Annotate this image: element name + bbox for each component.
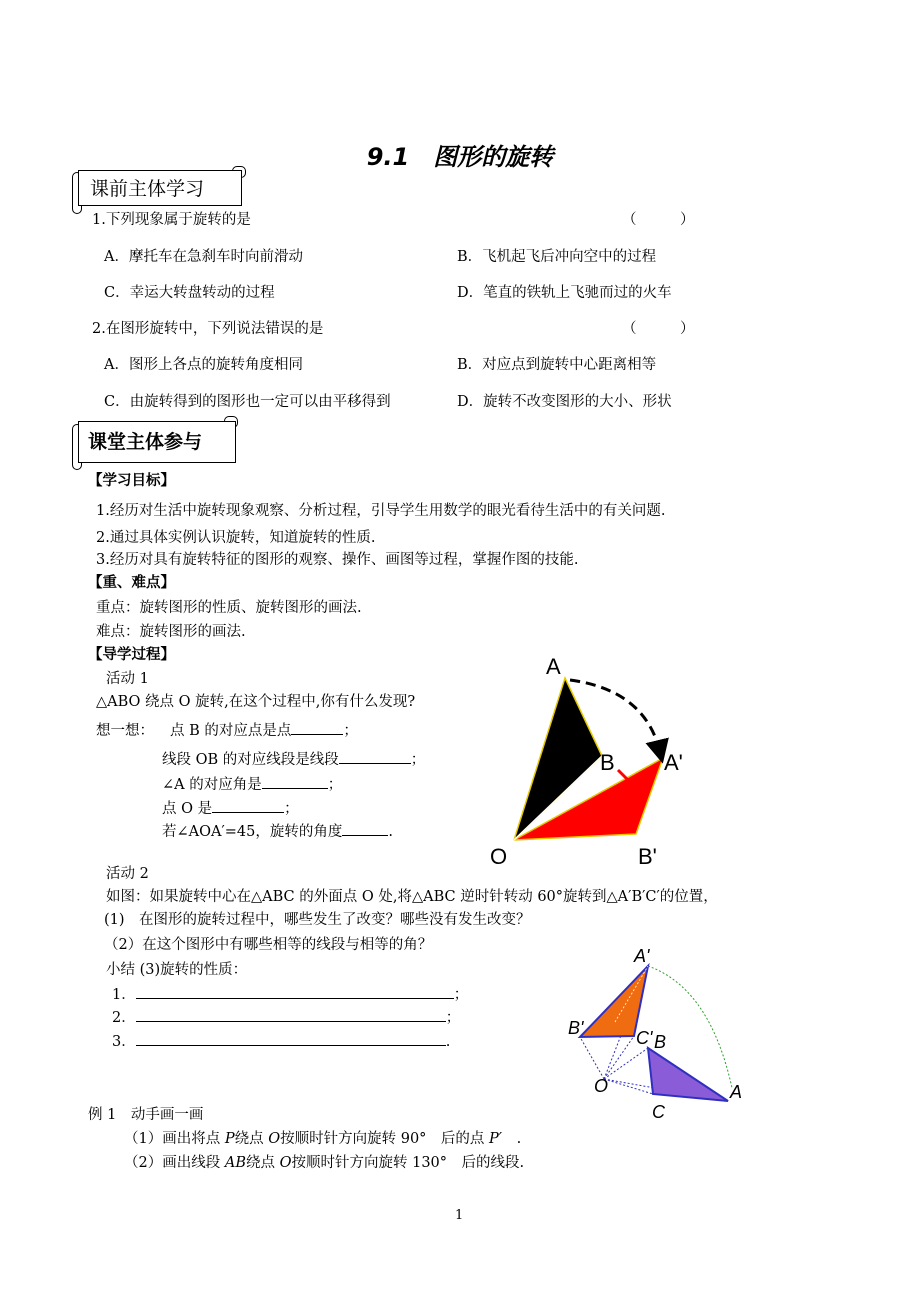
activity-1-q4 bbox=[162, 797, 299, 818]
point-o-2: O bbox=[279, 1155, 292, 1171]
q4-text: 点 O 是 bbox=[162, 801, 213, 817]
q2-option-b: B．对应点到旋转中心距离相等 bbox=[457, 357, 657, 373]
ex1-l1b: 绕点 bbox=[234, 1131, 269, 1147]
property-num-2: 2． bbox=[112, 1010, 136, 1026]
q5-text: 若∠AOA′=45，旋转的角度 bbox=[162, 824, 343, 840]
property-blank-3[interactable] bbox=[136, 1045, 446, 1046]
activity-2-intro: 如图：如果旋转中心在△ABC 的外面点 O 处,将△ABC 逆时针转动 60°旋转到△A′B′C′的位置， bbox=[106, 889, 718, 905]
activity-1-q2 bbox=[162, 748, 425, 769]
goal-1: 1.经历对生活中旋转现象观察、分析过程，引导学生用数学的眼光看待生活中的有关问题. bbox=[96, 503, 666, 519]
q5-period: . bbox=[388, 824, 393, 840]
label-a: A bbox=[546, 654, 561, 679]
section-banner-pre-study bbox=[72, 166, 248, 214]
property-blank-2[interactable] bbox=[136, 1021, 446, 1022]
property-line-2 bbox=[112, 1006, 460, 1027]
think-label: 想一想： bbox=[96, 723, 154, 739]
section-heading-pre-study: 课前主体学习 bbox=[90, 178, 205, 200]
activity-1-q3 bbox=[162, 773, 342, 794]
q2-option-d: D．旋转不改变图形的大小、形状 bbox=[457, 394, 672, 410]
label-b-prime: B' bbox=[638, 844, 657, 869]
label-b-2: B bbox=[654, 1032, 667, 1052]
section-heading-class: 课堂主体参与 bbox=[88, 431, 203, 453]
rotation-figure-1 bbox=[480, 650, 710, 872]
question-2-stem: 2.在图形旋转中，下列说法错误的是 bbox=[92, 321, 324, 337]
point-p-prime: P′ bbox=[489, 1131, 503, 1147]
q1-semicolon: ； bbox=[343, 723, 358, 739]
ex1-l2b: 绕点 bbox=[245, 1155, 280, 1171]
property-num-1: 1． bbox=[112, 987, 136, 1003]
q3-text: ∠A 的对应角是 bbox=[162, 777, 262, 793]
label-o: O bbox=[490, 844, 508, 869]
page-title: 9.1 图形的旋转 bbox=[366, 143, 554, 171]
label-a-2: A bbox=[730, 1082, 743, 1102]
q1-text: 点 B 的对应点是点 bbox=[170, 723, 292, 739]
activity-2-q2: （2）在这个图形中有哪些相等的线段与相等的角？ bbox=[104, 937, 433, 953]
activity-1-label: 活动 1 bbox=[106, 671, 149, 687]
key-points-title: 【重、难点】 bbox=[88, 574, 175, 591]
label-b: B bbox=[600, 750, 615, 775]
answer-blank-2[interactable] bbox=[339, 763, 411, 764]
question-1-stem: 1.下列现象属于旋转的是 bbox=[92, 212, 251, 228]
label-a-prime: A' bbox=[664, 750, 683, 775]
q2-option-a: A．图形上各点的旋转角度相同 bbox=[104, 357, 303, 373]
property-end-2: ； bbox=[445, 1010, 461, 1026]
example-1-part-1 bbox=[124, 1127, 521, 1148]
q3-semicolon: ； bbox=[327, 777, 343, 793]
activity-1-q1 bbox=[170, 719, 358, 740]
process-title: 【导学过程】 bbox=[88, 646, 175, 663]
answer-blank-5[interactable] bbox=[342, 835, 388, 836]
goal-3: 3.经历对具有旋转特征的图形的观察、操作、画图等过程，掌握作图的技能. bbox=[96, 552, 579, 568]
answer-blank-3[interactable] bbox=[262, 788, 328, 789]
q2-option-c: C．由旋转得到的图形也一定可以由平移得到 bbox=[104, 394, 391, 410]
activity-2-q1: (1) 在图形的旋转过程中，哪些发生了改变？哪些没有发生改变？ bbox=[104, 912, 531, 928]
property-line-1 bbox=[112, 983, 468, 1004]
difficult-point: 难点：旋转图形的画法. bbox=[96, 624, 246, 640]
property-line-3 bbox=[112, 1030, 450, 1051]
property-end-1: ； bbox=[453, 987, 469, 1003]
point-o: O bbox=[268, 1131, 281, 1147]
label-c-2: C bbox=[652, 1102, 665, 1122]
property-end-3: . bbox=[445, 1034, 451, 1050]
activity-2-label: 活动 2 bbox=[106, 866, 149, 882]
example-1-part-2 bbox=[124, 1151, 524, 1172]
ex1-l2c: 按顺时针方向旋转 130° 后的线段. bbox=[291, 1155, 525, 1171]
label-c-prime-2: C' bbox=[636, 1028, 653, 1048]
key-point: 重点：旋转图形的性质、旋转图形的画法. bbox=[96, 600, 362, 616]
property-blank-1[interactable] bbox=[136, 998, 454, 999]
q1-option-b: B．飞机起飞后冲向空中的过程 bbox=[457, 249, 657, 265]
ex1-l1c: 按顺时针方向旋转 90° 后的点 bbox=[280, 1131, 490, 1147]
answer-blank-1[interactable] bbox=[291, 734, 343, 735]
label-a-prime-2: A' bbox=[634, 946, 650, 966]
activity-1-q5 bbox=[162, 820, 393, 841]
label-o-2: O bbox=[594, 1076, 609, 1096]
segment-ob-accent bbox=[618, 770, 628, 780]
ex1-l2a: （2）画出线段 bbox=[124, 1155, 225, 1171]
property-num-3: 3． bbox=[112, 1034, 136, 1050]
rotation-figure-2 bbox=[560, 938, 760, 1124]
q1-option-a: A．摩托车在急刹车时向前滑动 bbox=[104, 249, 303, 265]
question-1-answer-paren: （ ） bbox=[622, 212, 695, 228]
q1-option-c: C．幸运大转盘转动的过程 bbox=[104, 285, 275, 301]
triangle-a2b2c2 bbox=[580, 966, 648, 1037]
ex1-l1d: . bbox=[502, 1131, 522, 1147]
question-2-answer-paren: （ ） bbox=[622, 321, 695, 337]
triangle-abc bbox=[648, 1048, 728, 1101]
q2-semicolon: ； bbox=[410, 752, 426, 768]
q4-semicolon: ； bbox=[284, 801, 299, 817]
answer-blank-4[interactable] bbox=[212, 812, 284, 813]
q2-text: 线段 OB 的对应线段是线段 bbox=[162, 752, 339, 768]
goals-title: 【学习目标】 bbox=[88, 472, 175, 489]
activity-1-intro: △ABO 绕点 O 旋转,在这个过程中,你有什么发现? bbox=[96, 694, 416, 710]
goal-2: 2.通过具体实例认识旋转，知道旋转的性质. bbox=[96, 530, 376, 546]
q1-option-d: D．笔直的铁轨上飞驰而过的火车 bbox=[457, 285, 672, 301]
page-number: 1 bbox=[455, 1208, 464, 1223]
example-1-label: 例 1 动手画一画 bbox=[88, 1107, 204, 1123]
section-banner-class bbox=[72, 416, 242, 470]
summary-label: 小结 (3)旋转的性质： bbox=[106, 962, 248, 978]
segment-ab: AB bbox=[224, 1155, 246, 1171]
ex1-l1a: （1）画出将点 bbox=[124, 1131, 225, 1147]
label-b-prime-2: B' bbox=[568, 1018, 584, 1038]
point-p: P bbox=[224, 1131, 235, 1147]
